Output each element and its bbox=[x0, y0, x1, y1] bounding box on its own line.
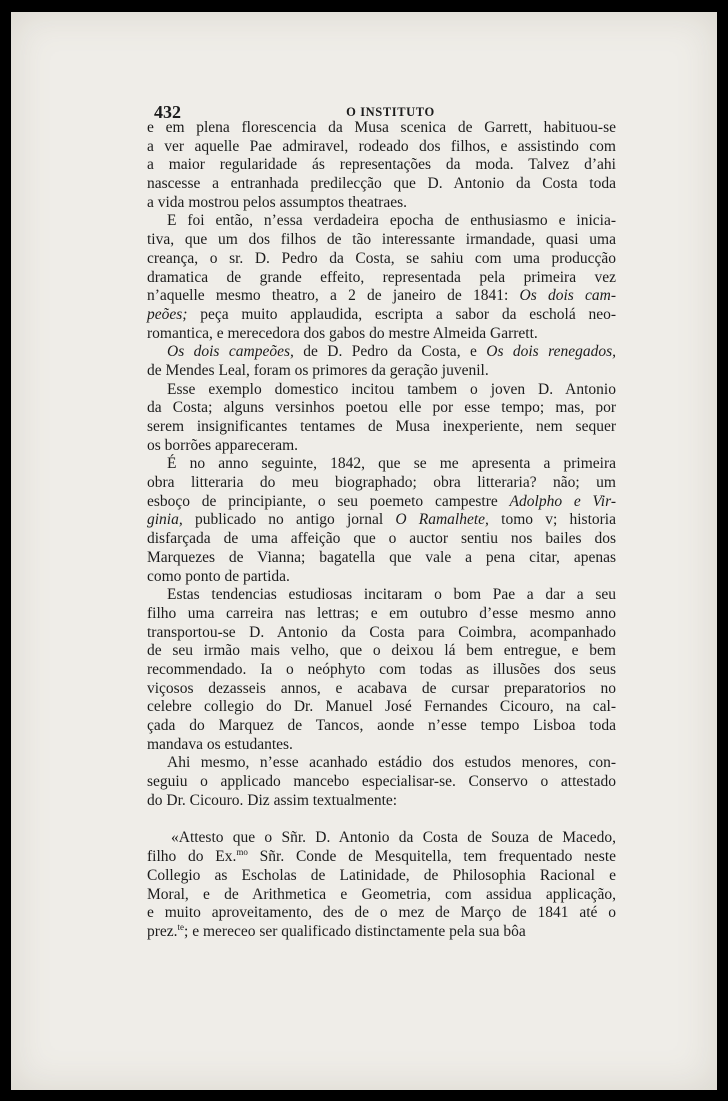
text-run: Esse exemplo domestico incitou tambem o joven D. Antonio bbox=[167, 380, 616, 398]
text-run: ; e mereceo ser qualificado distinctamente pela sua bôa bbox=[184, 922, 526, 940]
text-line bbox=[147, 829, 616, 848]
text-line bbox=[147, 848, 616, 867]
text-run: tiva, que um dos filhos de tão interessante irmandade, quasi uma bbox=[147, 231, 616, 249]
text-line bbox=[147, 568, 616, 587]
text-line bbox=[147, 212, 616, 231]
text-run: a ver aquelle Pae admiravel, rodeado dos filhos, e assistindo com bbox=[147, 137, 616, 155]
page-header bbox=[154, 102, 627, 120]
paragraph bbox=[147, 381, 616, 456]
text-run: Marquezes de Vianna; bagatella que vale a pena citar, apenas bbox=[147, 548, 616, 566]
text-line bbox=[147, 250, 616, 269]
text-run: da Costa; alguns versinhos poetou elle por esse tempo; mas, por bbox=[147, 399, 616, 417]
text-line bbox=[147, 269, 616, 288]
text-line bbox=[147, 605, 616, 624]
quoted-attestation bbox=[147, 829, 616, 941]
text-run: disfarçada de uma affeição que o auctor sentiu nos bailes dos bbox=[147, 530, 616, 548]
paragraph bbox=[147, 343, 616, 380]
text-line bbox=[147, 642, 616, 661]
text-run: n’aquelle mesmo theatro, a 2 de janeiro de 1841: bbox=[147, 287, 520, 305]
text-run: peça muito applaudida, escripta a sabor da escholá neo- bbox=[187, 305, 616, 323]
italic-title: peões; bbox=[147, 305, 188, 323]
text-line bbox=[147, 511, 616, 530]
italic-title: Adolpho e Vir- bbox=[509, 492, 616, 510]
text-line bbox=[147, 325, 616, 344]
text-run: creança, o sr. D. Pedro da Costa, se sahiu com uma producção bbox=[147, 249, 616, 267]
text-line bbox=[147, 530, 616, 549]
text-line bbox=[147, 455, 616, 474]
text-line bbox=[147, 119, 616, 138]
text-line bbox=[147, 493, 616, 512]
text-run: esboço de principiante, o seu poemeto campestre bbox=[147, 492, 510, 510]
paragraph bbox=[147, 754, 616, 810]
text-line bbox=[147, 343, 616, 362]
text-run: romantica, e merecedora dos gabos do mestre Almeida Garrett. bbox=[147, 324, 538, 342]
text-line bbox=[147, 418, 616, 437]
text-run: de Mendes Leal, foram os primores da geração juvenil. bbox=[147, 361, 489, 379]
text-run: os borrões appareceram. bbox=[147, 436, 299, 454]
text-line bbox=[147, 381, 616, 400]
text-run: serem insignificantes tentames de Musa inexperiente, nem sequer bbox=[147, 418, 616, 435]
italic-title: ginia, bbox=[147, 511, 183, 529]
text-line bbox=[147, 698, 616, 717]
text-line bbox=[147, 792, 616, 811]
text-line bbox=[147, 306, 616, 325]
text-run: recommendado. Ia o neóphyto com todas as illusões dos seus bbox=[147, 660, 616, 678]
text-run: Sñr. Conde de Mesquitella, tem frequentado neste bbox=[247, 848, 617, 866]
text-run: Moral, e de Arithmetica e Geometria, com assidua applicação, bbox=[147, 885, 616, 903]
text-run: E foi então, n’essa verdadeira epocha de enthusiasmo e inicia- bbox=[167, 212, 616, 230]
paragraph bbox=[147, 119, 616, 212]
paragraph bbox=[147, 212, 616, 343]
text-run: nascesse a entranhada predilecção que D. Antonio da Costa toda bbox=[147, 175, 616, 193]
text-run: Estas tendencias estudiosas incitaram o bom Pae a dar a seu bbox=[167, 586, 616, 604]
text-line bbox=[147, 586, 616, 605]
text-run: transportou-se D. Antonio da Costa para Coimbra, acompanhado bbox=[147, 623, 616, 641]
text-line bbox=[147, 437, 616, 456]
text-line bbox=[147, 231, 616, 250]
text-run: e em plena florescencia da Musa scenica de Garrett, habituou-se bbox=[147, 119, 616, 136]
italic-title: Os dois renegados, bbox=[486, 343, 616, 361]
text-run: a maior regularidade ás representações da moda. Talvez d’ahi bbox=[147, 156, 616, 174]
text-line bbox=[147, 904, 616, 923]
text-line bbox=[147, 156, 616, 175]
text-line bbox=[147, 773, 616, 792]
text-run: filho do Ex. bbox=[147, 848, 237, 866]
text-line bbox=[147, 549, 616, 568]
text-run: como ponto de partida. bbox=[147, 567, 290, 585]
body-text bbox=[147, 119, 616, 942]
text-run: publicado no antigo jornal bbox=[182, 511, 396, 529]
text-run: dramatica de grande effeito, representada pela primeira vez bbox=[147, 268, 616, 286]
text-run: «Attesto que o Sñr. D. Antonio da Costa de Souza de Macedo, bbox=[171, 829, 616, 847]
superscript: mo bbox=[236, 847, 248, 858]
text-run: çada do Marquez de Tancos, aonde n’esse tempo Lisboa toda bbox=[147, 717, 616, 734]
italic-title: O Ramalhete, bbox=[395, 511, 489, 529]
text-line bbox=[147, 923, 616, 942]
text-run: de D. Pedro da Costa, e bbox=[293, 343, 487, 361]
text-line bbox=[147, 661, 616, 680]
text-line bbox=[147, 736, 616, 755]
text-run: filho uma carreira nas lettras; e em outubro d’esse mesmo anno bbox=[147, 604, 616, 622]
page-number: 432 bbox=[154, 102, 181, 122]
text-line bbox=[147, 138, 616, 157]
text-run: do Dr. Cicouro. Diz assim textualmente: bbox=[147, 791, 398, 809]
text-line bbox=[147, 867, 616, 886]
text-run: celebre collegio do Dr. Manuel José Fernandes Cicouro, na cal- bbox=[147, 698, 616, 716]
italic-title: Os dois cam- bbox=[519, 287, 616, 305]
text-run: Ahi mesmo, n’esse acanhado estádio dos estudos menores, con- bbox=[167, 754, 616, 772]
text-line bbox=[147, 287, 616, 306]
text-line bbox=[147, 717, 616, 736]
paragraph bbox=[147, 586, 616, 754]
italic-title: Os dois campeões, bbox=[167, 343, 294, 361]
running-title: O INSTITUTO bbox=[346, 105, 435, 119]
text-line bbox=[147, 754, 616, 773]
text-run: Collegio as Escholas de Latinidade, de Philosophia Racional e bbox=[147, 866, 616, 884]
text-run: prez. bbox=[147, 922, 178, 940]
text-run: de seu irmão mais velho, que o deixou lá bem entregue, e bem bbox=[147, 642, 616, 660]
text-line bbox=[147, 399, 616, 418]
text-run: É no anno seguinte, 1842, que se me apresenta a primeira bbox=[167, 455, 616, 473]
text-line bbox=[147, 680, 616, 699]
text-run: viçosos dezasseis annos, e acabava de cursar preparatorios no bbox=[147, 679, 616, 697]
text-run: tomo v; historia bbox=[488, 511, 616, 529]
text-run: obra litteraria do meu biographado; obra litteraria? não; um bbox=[147, 474, 616, 492]
text-line bbox=[147, 362, 616, 381]
quote-spacer bbox=[147, 810, 616, 829]
text-run: e muito aproveitamento, des de o mez de Março de 1841 até o bbox=[147, 904, 616, 922]
text-line bbox=[147, 624, 616, 643]
text-run: mandava os estudantes. bbox=[147, 735, 293, 753]
text-run: seguiu o applicado mancebo especialisar-se. Conservo o attestado bbox=[147, 773, 616, 791]
text-line bbox=[147, 474, 616, 493]
text-line bbox=[147, 886, 616, 905]
paragraph bbox=[147, 455, 616, 586]
text-run: a vida mostrou pelos assumptos theatraes. bbox=[147, 193, 408, 211]
text-line bbox=[147, 175, 616, 194]
superscript: te bbox=[177, 921, 185, 932]
text-line bbox=[147, 194, 616, 213]
